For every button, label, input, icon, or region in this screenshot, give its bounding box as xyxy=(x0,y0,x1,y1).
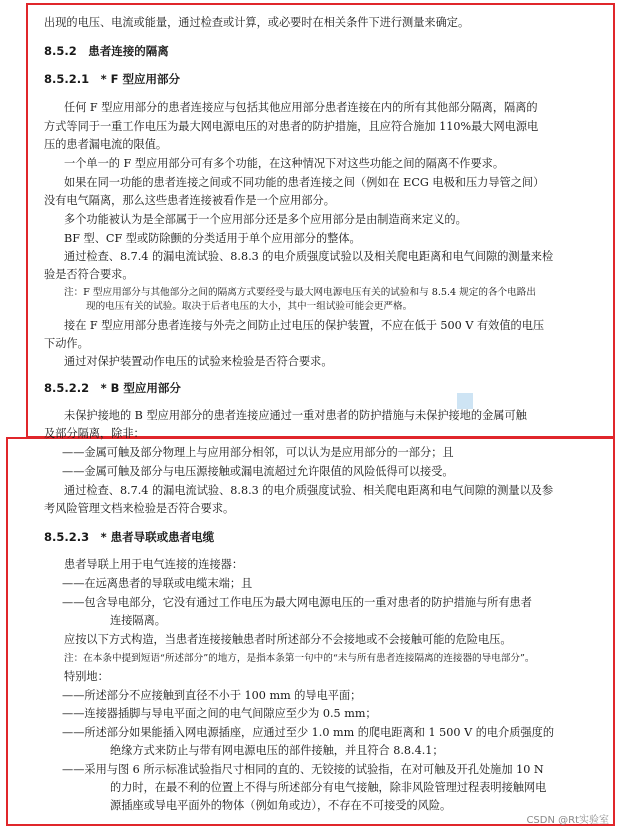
list-item: ——包含导电部分，它没有通过工作电压为最大网电源电压的一重对患者的防护措施与所有患者 xyxy=(62,596,532,609)
text-line: 验是否符合要求。 xyxy=(44,268,134,281)
text-line: 没有电气隔离，那么这些患者连接被看作是一个应用部分。 xyxy=(44,194,335,207)
list-item: ——所述部分不应接触到直径不小于 100 mm 的导电平面； xyxy=(62,689,362,702)
text-line: 通过检查、8.7.4 的漏电流试验、8.8.3 的电介质强度试验以及相关爬电距离和电气间隙的测量来检 xyxy=(64,250,554,263)
text-line: 考风险管理文档来检验是否符合要求。 xyxy=(44,502,235,515)
list-item: 连接隔离。 xyxy=(110,614,166,627)
text-line: BF 型、CF 型或防除颤的分类适用于单个应用部分的整体。 xyxy=(64,232,361,245)
list-item: ——采用与图 6 所示标准试验指尺寸相同的直的、无铰接的试验指，在对可触及开孔处施加 10 N xyxy=(62,763,544,776)
section-heading: 8.5.2 患者连接的隔离 xyxy=(44,44,169,58)
text-line: 方式等同于一重工作电压为最大网电源电压的对患者的防护措施，且应符合施加 110%最大网电源电 xyxy=(44,120,539,133)
list-item: 绝缘方式来防止与带有网电源电压的部件接触，并且符合 8.8.4.1； xyxy=(110,744,444,757)
text-line: 应按以下方式构造，当患者连接接触患者时所述部分不会接地或不会接触可能的危险电压。 xyxy=(64,633,512,646)
watermark-icon xyxy=(457,393,473,409)
text-line: 患者导联上用于电气连接的连接器： xyxy=(64,558,244,571)
text-line: 特别地： xyxy=(64,670,109,683)
note-line: 注：F 型应用部分与其他部分之间的隔离方式要经受与最大网电源电压有关的试验和与 8.5.4 规定的各个电路出 xyxy=(64,287,536,298)
text-line: 出现的电压、电流或能量，通过检查或计算，或必要时在相关条件下进行测量来确定。 xyxy=(44,16,470,29)
text-line: 一个单一的 F 型应用部分可有多个功能，在这种情况下对这些功能之间的隔离不作要求。 xyxy=(64,157,505,170)
list-item: ——在远离患者的导联或电缆末端；且 xyxy=(62,577,253,590)
list-item: ——金属可触及部分与电压源接触或漏电流超过允许限值的风险低得可以接受。 xyxy=(62,465,454,478)
text-line: 接在 F 型应用部分患者连接与外壳之间防止过电压的保护装置，不应在低于 500 V 有效值的电压 xyxy=(64,319,545,332)
list-item: ——连接器插脚与导电平面之间的电气间隙应至少为 0.5 mm； xyxy=(62,707,377,720)
section-heading: 8.5.2.2 * B 型应用部分 xyxy=(44,381,181,395)
text-line: 压的患者漏电流的限值。 xyxy=(44,138,168,151)
note-line: 现的电压有关的试验。取决于后者电压的大小，其中一组试验可能会更严格。 xyxy=(86,301,413,312)
footer-watermark: CSDN @Rt实验室 xyxy=(526,815,609,826)
list-item: ——金属可触及部分物理上与应用部分相邻，可以认为是应用部分的一部分；且 xyxy=(62,446,454,459)
note-line: 注：在本条中提到短语“所述部分”的地方，是指本条第一句中的“未与所有患者连接隔离的连接器的导电部分”。 xyxy=(64,653,535,664)
list-item: 源插座或导电平面外的物体（例如角或边），不存在不可接受的风险。 xyxy=(110,799,452,812)
section-heading: 8.5.2.3 * 患者导联或患者电缆 xyxy=(44,530,215,544)
text-line: 未保护接地的 B 型应用部分的患者连接应通过一重对患者的防护措施与未保护接地的金属可触 xyxy=(64,409,527,422)
text-line: 通过检查、8.7.4 的漏电流试验、8.8.3 的电介质强度试验、相关爬电距离和电气间隙的测量以及参 xyxy=(64,484,554,497)
text-line: 及部分隔离，除非： xyxy=(44,427,145,440)
text-line: 多个功能被认为是全部属于一个应用部分还是多个应用部分是由制造商来定义的。 xyxy=(64,213,467,226)
text-line: 任何 F 型应用部分的患者连接应与包括其他应用部分患者连接在内的所有其他部分隔离，隔离的 xyxy=(64,101,538,114)
text-line: 如果在同一功能的患者连接之间或不同功能的患者连接之间（例如在 ECG 电极和压力导管之间） xyxy=(64,176,545,189)
text-line: 下动作。 xyxy=(44,337,89,350)
list-item: 的力时，在最不利的位置上不得与所述部分有电气接触，除非风险管理过程表明接触网电 xyxy=(110,781,547,794)
section-heading: 8.5.2.1 * F 型应用部分 xyxy=(44,72,180,86)
text-line: 通过对保护装置动作电压的试验来检验是否符合要求。 xyxy=(64,355,333,368)
list-item: ——所述部分如果能插入网电源插座，应通过至少 1.0 mm 的爬电距离和 1 500 V 的电介质强度的 xyxy=(62,726,555,739)
